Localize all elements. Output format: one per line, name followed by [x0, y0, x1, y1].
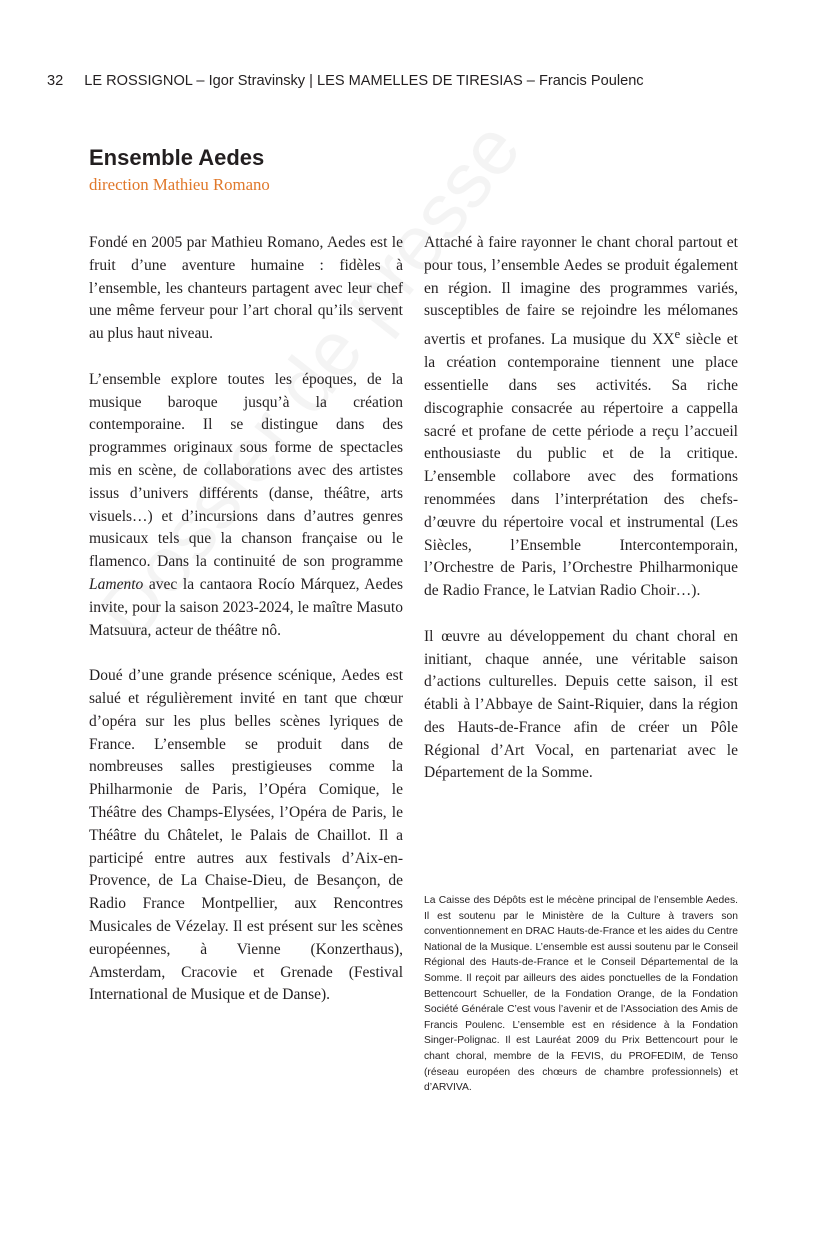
- article-title: Ensemble Aedes: [89, 145, 265, 170]
- italic-title: Lamento: [89, 575, 144, 593]
- article-subtitle: direction Mathieu Romano: [89, 175, 270, 194]
- paragraph: Il œuvre au développement du chant choral en initiant, chaque année, une véritable saison d’actions culturelles. Depuis cette saison, il est établi à l’Abbaye de Saint-Riquier, dans la région des Hauts-de-France afin de créer un Pôle Régional d’Art Vocal, en partenariat avec le Département de la Somme.: [424, 627, 738, 782]
- paragraph: Fondé en 2005 par Mathieu Romano, Aedes est le fruit d’une aventure humaine : fidèles à l’ensemble, les chanteurs partagent avec leur chef une même ferveur pour l’art choral qu’ils servent au plus haut niveau.: [89, 234, 403, 343]
- running-title: LE ROSSIGNOL – Igor Stravinsky | LES MAMELLES DE TIRESIAS – Francis Poulenc: [84, 73, 644, 89]
- paragraph: L’ensemble explore toutes les époques, de la musique baroque jusqu’à la création contemporaine. Il se distingue dans des programmes originaux sous forme de spectacles mis en scène, de collaborations avec des artistes issus d’univers différents (danse, théâtre, arts visuels…) et d’incursions dans d’autres genres musicaux tels que la chanson française ou le flamenco. Dans la continuité de son programme Lamento avec la cantaora Rocío Márquez, Aedes invite, pour la saison 2023-2024, le maître Masuto Matsuura, acteur de théâtre nô.: [89, 370, 403, 639]
- sponsor-note: La Caisse des Dépôts est le mécène principal de l’ensemble Aedes. Il est soutenu par le Ministère de la Culture à travers son conventionnement en DRAC Hauts-de-France et les aides du Centre National de la Musique. L’ensemble est aussi soutenu par le Conseil Régional des Hauts-de-France et le Conseil Départemental de la Somme. Il reçoit par ailleurs des aides ponctuelles de la Fondation Bettencourt Schueller, de la Fondation Orange, de la Fondation Société Générale C’est vous l’avenir et de l’Association des Amis de Francis Poulenc. L’ensemble est en résidence à la Fondation Singer-Polignac. Il est Lauréat 2009 du Prix Bettencourt pour le chant choral, membre de la FEVIS, du PROFEDIM, de Tenso (réseau européen des chœurs de chambre professionnels) et d’ARVIVA.: [424, 895, 738, 1094]
- page-number: 32: [47, 73, 64, 89]
- right-column: [424, 232, 738, 785]
- left-column: [89, 232, 403, 1007]
- running-header: [47, 73, 767, 89]
- paragraph: Doué d’une grande présence scénique, Aedes est salué et régulièrement invité en tant que chœur d’opéra sur les plus belles scènes lyriques de France. L’ensemble se produit dans de nombreuses salles prestigieuses comme la Philharmonie de Paris, l’Opéra Comique, le Théâtre des Champs-Elysées, l’Opéra de Paris, le Théâtre du Châtelet, le Palais de Chaillot. Il a participé entre autres aux festivals d’Aix-en-Provence, de La Chaise-Dieu, de Besançon, de Radio France Montpellier, aux Rencontres Musicales de Vézelay. Il est présent sur les scènes européennes, à Vienne (Konzerthaus), Amsterdam, Cracovie et Grenade (Festival International de Musique et de Danse).: [89, 667, 403, 1004]
- paragraph: Attaché à faire rayonner le chant choral partout et pour tous, l’ensemble Aedes se produit également en région. Il imagine des programmes variés, susceptibles de faire se rejoindre les mélomanes avertis et profanes. La musique du XXe siècle et la création contemporaine tiennent une place essentielle dans ses activités. Sa riche discographie consacrée au répertoire a cappella sacré et profane de cette période a reçu l’accueil enthousiaste du public et de la critique. L’ensemble collabore avec des formations renommées dans l’interprétation des chefs-d’œuvre du répertoire vocal et instrumental (Les Siècles, l’Ensemble Intercontemporain, l’Orchestre de Paris, l’Orchestre Philharmonique de Radio France, le Latvian Radio Choir…).: [424, 234, 738, 600]
- superscript: e: [674, 326, 681, 342]
